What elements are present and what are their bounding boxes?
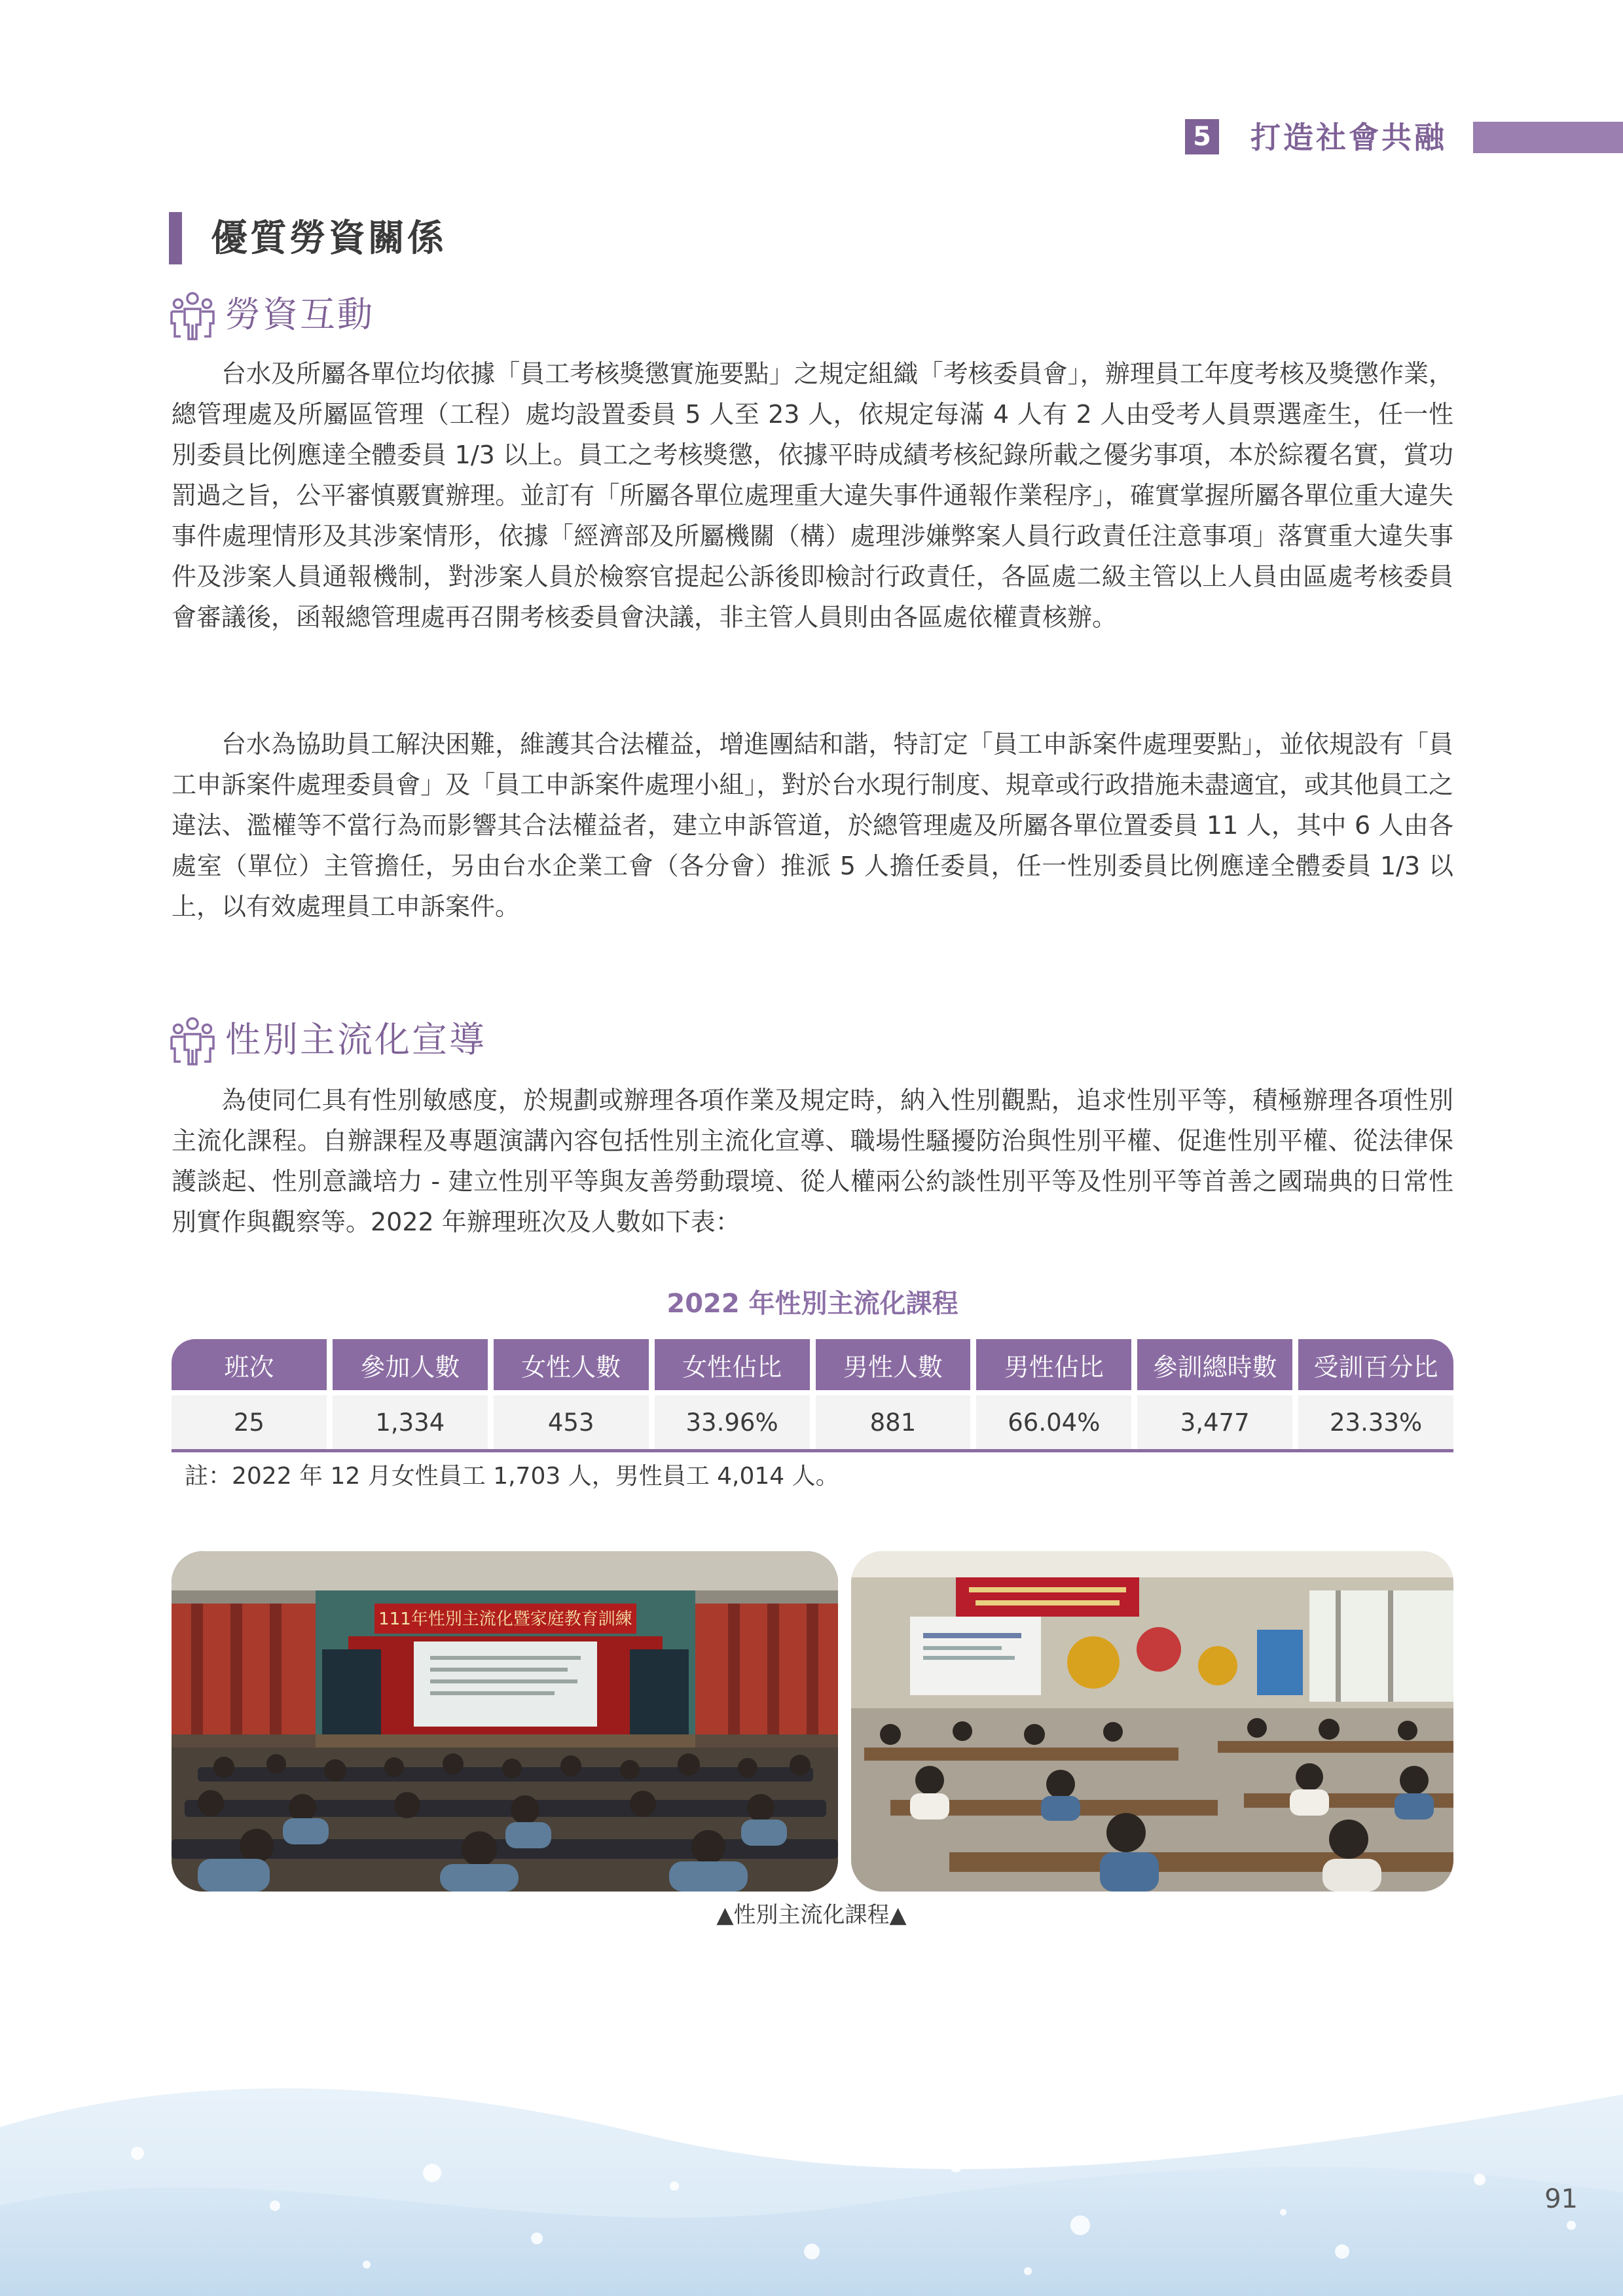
table-row (172, 1395, 1453, 1452)
table-cell: 33.96% (655, 1395, 810, 1449)
photo-classroom (851, 1551, 1453, 1892)
subsection-title-gender: 性別主流化宣導 (225, 1019, 486, 1060)
subsection-title-labor: 勞資互動 (225, 294, 374, 335)
photo-auditorium (172, 1551, 838, 1892)
paragraph-gender-1: 為使同仁具有性別敏感度，於規劃或辦理各項作業及規定時，納入性別觀點，追求性別平等，積極辦理各項性別主流化課程。自辦課程及專題演講內容包括性別主流化宣導、職場性騷擾防治與性別平權、促進性別平權、從法律保護談起、性別意識培力 - 建立性別平等與友善勞動環境、從人權兩公約談性別平等及性別平等首善之國瑞典的日常性別實作與觀察等。2022 年辦理班次及人數如下表： (172, 1086, 1453, 1236)
table-header-cell: 女性佔比 (655, 1339, 810, 1390)
stage-banner-text: 111年性別主流化暨家庭教育訓練 (378, 1609, 632, 1629)
table-cell: 23.33% (1298, 1395, 1453, 1449)
people-group-icon (169, 1014, 216, 1066)
photo-caption: ▲性別主流化課程▲ (716, 1902, 907, 1928)
chapter-number: 5 (1185, 119, 1219, 154)
table-cell: 453 (494, 1395, 649, 1449)
classroom-image (851, 1551, 1453, 1892)
table-cell: 881 (816, 1395, 971, 1449)
paragraph-labor-1: 台水及所屬各單位均依據「員工考核獎懲實施要點」之規定組織「考核委員會」，辦理員工年度考核及獎懲作業，總管理處及所屬區管理（工程）處均設置委員 5 人至 23 人，依規定每滿 4 人有 2 人由受考人員票選產生，任一性別委員比例應達全體委員 1/3 以上。員工之考核獎懲，依據平時成績考核紀錄所載之優劣事項，本於綜覆名實，賞功罰過之旨，公平審慎覈實辦理。並訂有「所屬各單位處理重大違失事件通報作業程序」，確實掌握所屬各單位重大違失事件處理情形及其涉案情形，依據「經濟部及所屬機關（構）處理涉嫌弊案人員行政責任注意事項」落實重大違失事件及涉案人員通報機制，對涉案人員於檢察官提起公訴後即檢討行政責任，各區處二級主管以上人員由區處考核委員會審議後，函報總管理處再召開考核委員會決議，非主管人員則由各區處依權責核辦。 (172, 359, 1453, 632)
table-cell: 3,477 (1137, 1395, 1292, 1449)
table-cell: 66.04% (976, 1395, 1131, 1449)
paragraph-labor-2: 台水為協助員工解決困難，維護其合法權益，增進團結和諧，特訂定「員工申訴案件處理要點」，並依規設有「員工申訴案件處理委員會」及「員工申訴案件處理小組」，對於台水現行制度、規章或行政措施未盡適宜，或其他員工之違法、濫權等不當行為而影響其合法權益者，建立申訴管道，於總管理處及所屬各單位置委員 11 人，其中 6 人由各處室（單位）主管擔任，另由台水企業工會（各分會）推派 5 人擔任委員，任一性別委員比例應達全體委員 1/3 以上，以有效處理員工申訴案件。 (172, 730, 1453, 921)
table-header-cell: 參訓總時數 (1137, 1339, 1292, 1390)
section-title: 優質勞資關係 (211, 217, 447, 260)
page-number: 91 (1544, 2184, 1578, 2214)
table-note: 註：2022 年 12 月女性員工 1,703 人，男性員工 4,014 人。 (185, 1463, 839, 1490)
table-header-cell: 女性人數 (494, 1339, 649, 1390)
table-header-cell: 男性人數 (816, 1339, 971, 1390)
auditorium-image (172, 1551, 838, 1892)
table-caption: 2022 年性別主流化課程 (666, 1289, 958, 1319)
table-header-cell: 男性佔比 (976, 1339, 1131, 1390)
footer-wave-decoration (0, 2055, 1623, 2296)
people-group-icon (169, 289, 216, 340)
table-cell: 25 (172, 1395, 327, 1449)
table-header-cell: 班次 (172, 1339, 327, 1390)
section-bar (169, 212, 182, 264)
table-header-row (172, 1339, 1453, 1390)
chapter-header (1185, 118, 1623, 157)
table-header-cell: 受訓百分比 (1298, 1339, 1453, 1390)
chapter-bar (1473, 122, 1623, 153)
gender-course-table (172, 1339, 1453, 1452)
chapter-title: 打造社會共融 (1250, 120, 1447, 155)
table-header-cell: 參加人數 (333, 1339, 488, 1390)
table-cell: 1,334 (333, 1395, 488, 1449)
